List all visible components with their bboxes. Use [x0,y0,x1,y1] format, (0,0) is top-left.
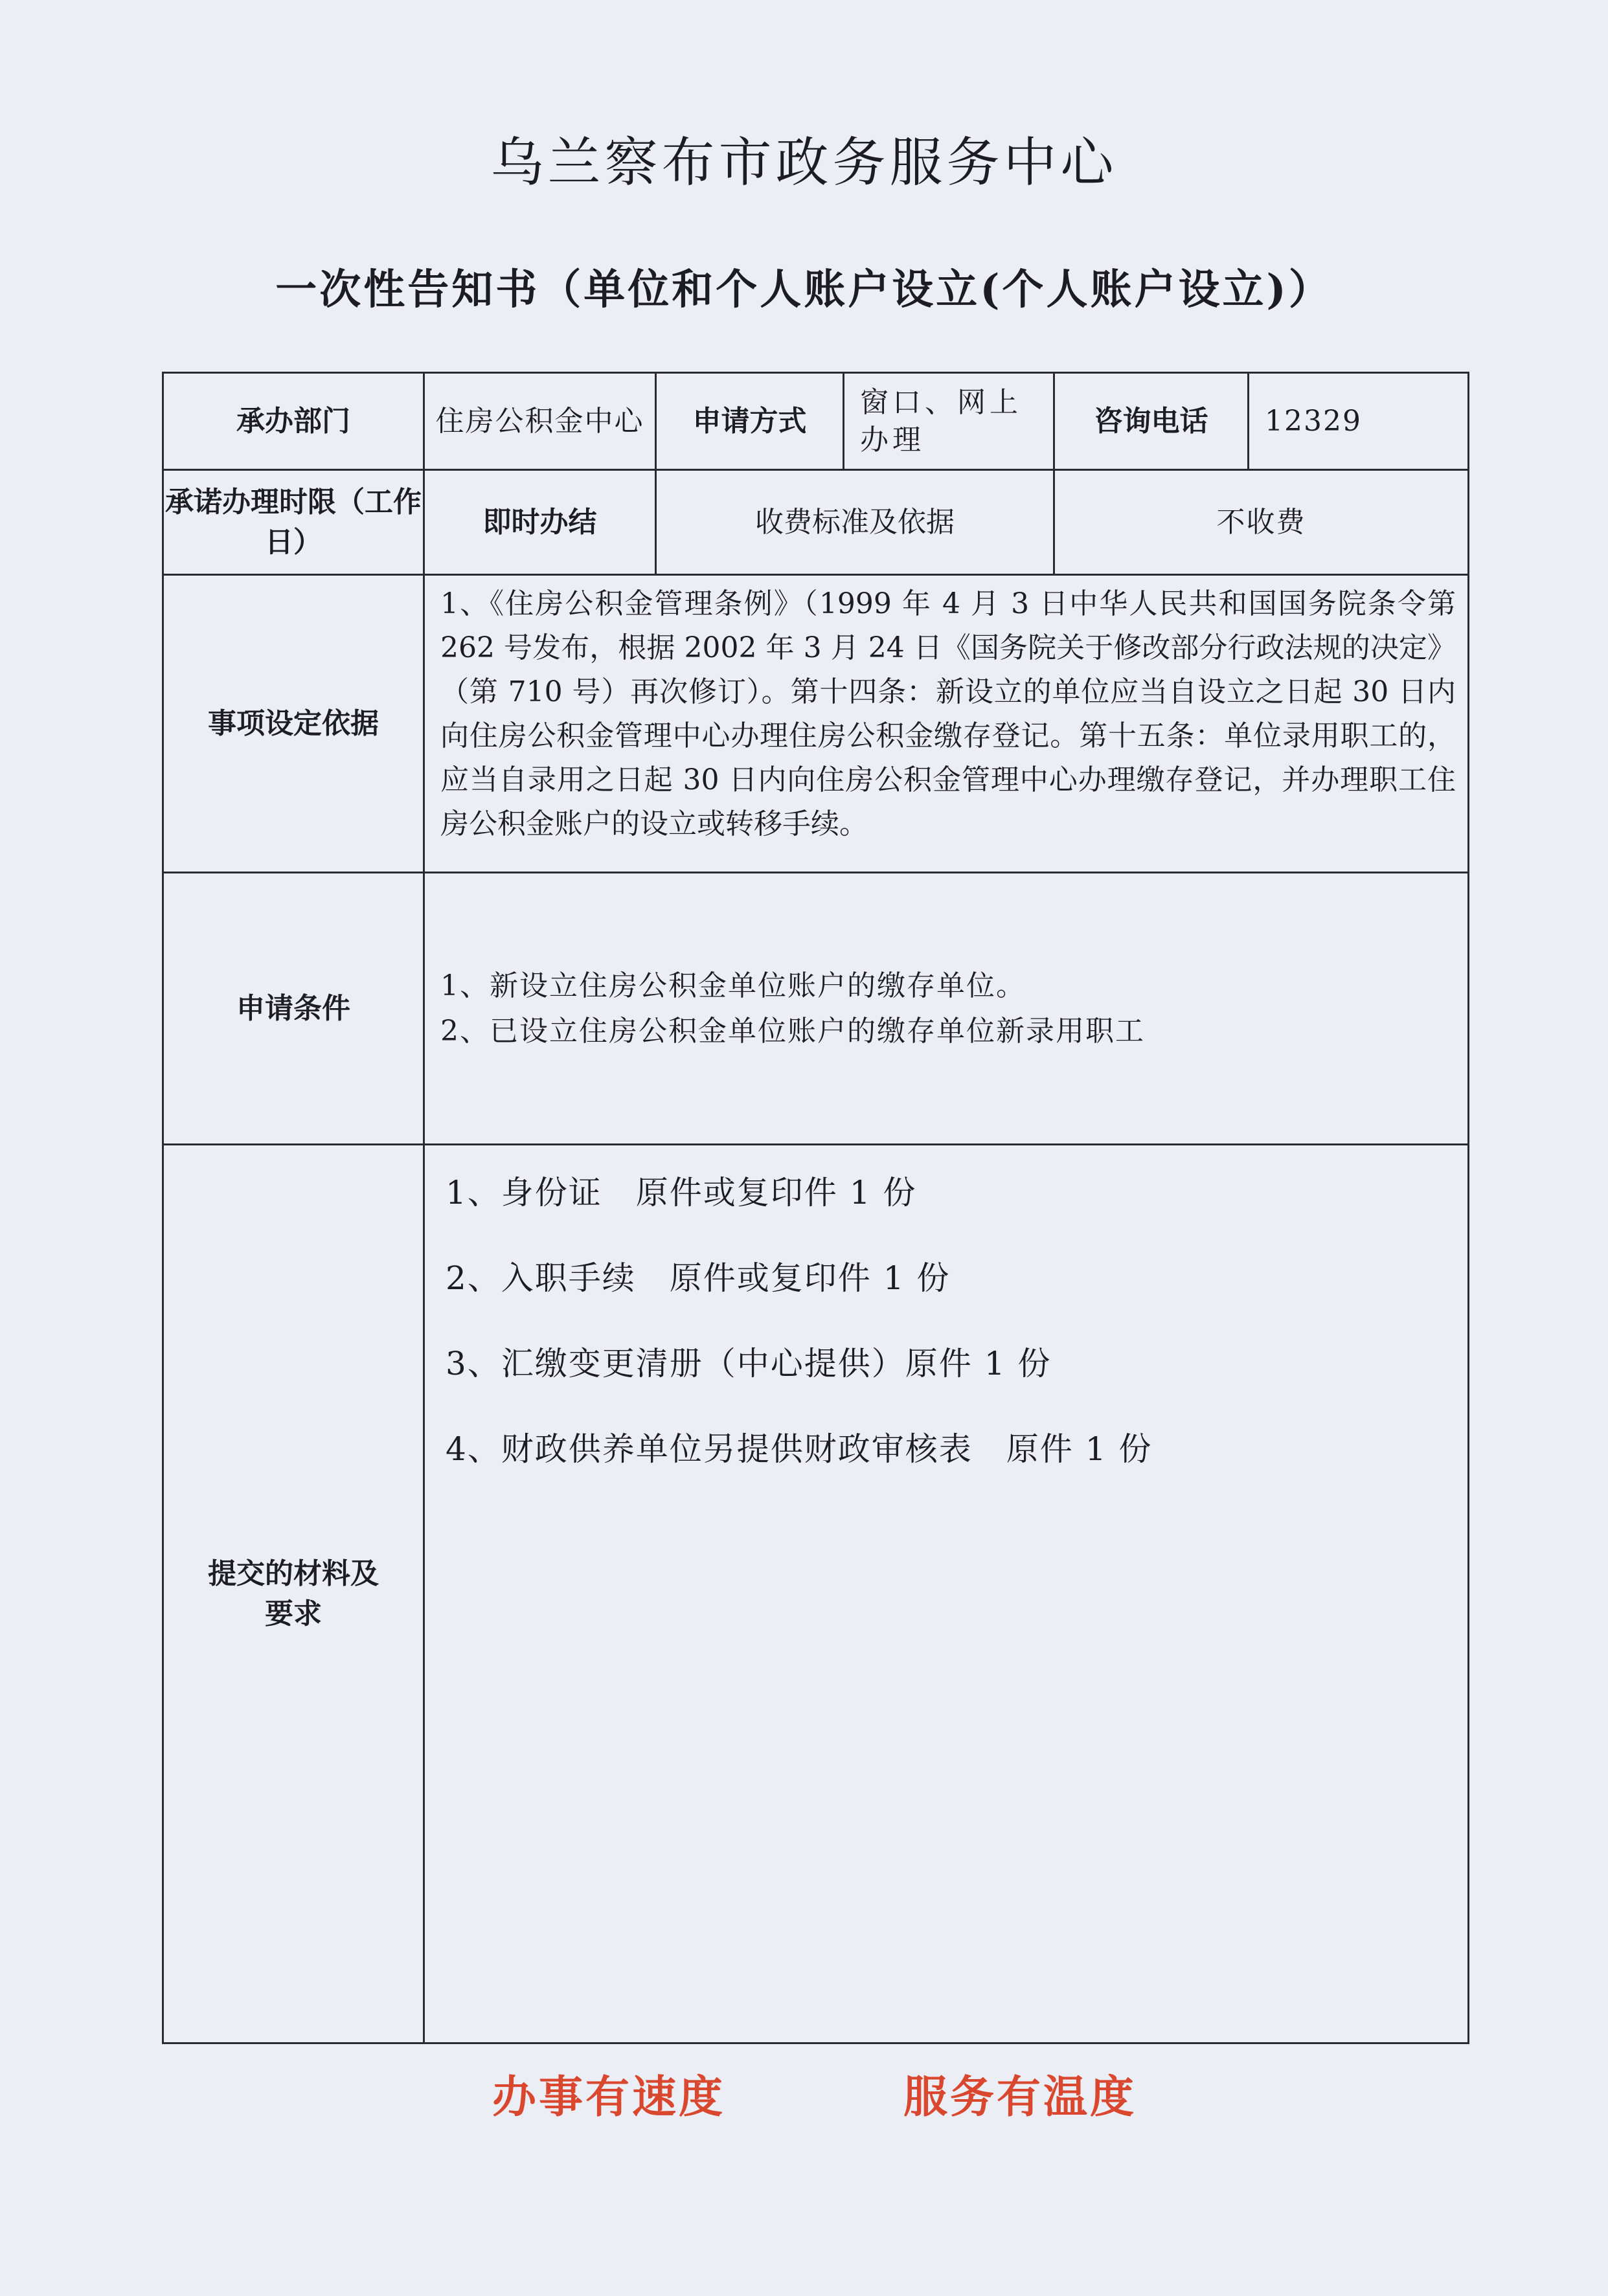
table-row [163,470,1469,575]
notice-subtitle: 一次性告知书（单位和个人账户设立(个人账户设立)） [275,265,1333,314]
department-value: 住房公积金中心 [424,373,656,470]
basis-text: 1、《住房公积金管理条例》（1999 年 4 月 3 日中华人民共和国国务院条令第 262 号发布，根据 2002 年 3 月 24 日《国务院关于修改部分行政法规的决定》（第 710 号）再次修订）。第十四条：新设立的单位应当自设立之日起 30 日内向住房公积金管理中心办理住房公积金缴存登记。第十五条：单位录用职工的，应当自录用之日起 30 日内向住房公积金管理中心办理缴存登记，并办理职工住房公积金账户的设立或转移手续。 [424,575,1469,873]
slogan-warmth: 服务有温度 [903,2071,1137,2123]
table-row [163,373,1469,470]
list-item: 2、已设立住房公积金单位账户的缴存单位新录用职工 [440,1014,1145,1048]
table-row [163,873,1469,1145]
list-item: 2、入职手续 原件或复印件 1 份 [446,1259,951,1297]
table-row [163,575,1469,873]
time-limit-label: 承诺办理时限（工作日） [163,470,424,575]
time-limit-value: 即时办结 [424,470,656,575]
fee-label: 收费标准及依据 [656,470,1054,575]
phone-value: 12329 [1249,373,1469,470]
list-item: 1、新设立住房公积金单位账户的缴存单位。 [440,969,1026,1002]
apply-method-label: 申请方式 [656,373,844,470]
materials-label: 提交的材料及要求 [163,1145,424,2043]
list-item: 3、汇缴变更清册（中心提供）原件 1 份 [446,1345,1052,1382]
materials-list [424,1145,1469,2043]
list-item: 4、财政供养单位另提供财政审核表 原件 1 份 [446,1430,1153,1468]
basis-label: 事项设定依据 [163,575,424,873]
apply-method-value: 窗口、网上办理 [844,373,1054,470]
list-item: 1、身份证 原件或复印件 1 份 [446,1174,917,1211]
conditions-label: 申请条件 [163,873,424,1145]
table-row [163,1145,1469,2043]
phone-label: 咨询电话 [1054,373,1249,470]
page-title: 乌兰察布市政务服务中心 [490,132,1118,194]
fee-value: 不收费 [1054,470,1469,575]
slogan-speed: 办事有速度 [492,2071,726,2123]
department-label: 承办部门 [163,373,424,470]
notice-table [162,372,1469,2044]
conditions-list [424,873,1469,1145]
